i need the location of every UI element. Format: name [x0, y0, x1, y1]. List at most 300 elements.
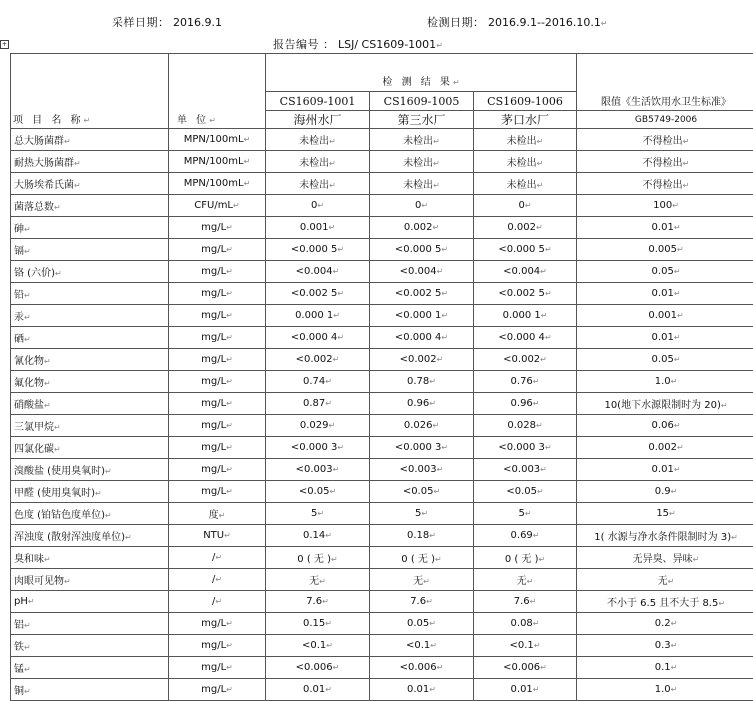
result-cell-2-text: <0.000 5: [395, 244, 442, 255]
item-name-cell-text: 氰化物: [14, 356, 44, 367]
item-name-cell: 溴酸盐 (使用臭氧时)↵: [11, 459, 169, 481]
report-number: 报告编号 ： LSJ/ CS1609-1001↵: [273, 36, 443, 52]
unit-cell: mg/L↵: [169, 305, 266, 327]
limit-cell: 无异臭、异味↵: [577, 547, 753, 569]
unit-cell: mg/L↵: [169, 371, 266, 393]
item-name-cell-text: pH: [14, 596, 28, 607]
result-cell-3: 0.002↵: [474, 217, 577, 239]
result-cell-3-text: 0: [518, 200, 524, 211]
limit-cell-text: 1.0: [655, 684, 671, 695]
item-name-cell-text: 铁: [14, 642, 24, 653]
result-cell-2-text: <0.000 1: [395, 310, 442, 321]
result-cell-1: <0.004↵: [266, 261, 370, 283]
item-name-cell-text: 锰: [14, 664, 24, 675]
result-cell-3: 0.08↵: [474, 613, 577, 635]
result-cell-3: <0.004↵: [474, 261, 577, 283]
table-row: [11, 129, 753, 151]
unit-cell-text: /: [212, 574, 215, 585]
result-cell-2: <0.006↵: [370, 657, 474, 679]
limit-cell: 10(地下水源限制时为 20)↵: [577, 393, 753, 415]
result-cell-3: 0↵: [474, 195, 577, 217]
unit-cell-text: CFU/mL: [194, 200, 233, 211]
item-name-cell: 镉↵: [11, 239, 169, 261]
item-name-cell-text: 浑浊度 (散射浑浊度单位): [14, 532, 125, 543]
result-cell-2-text: 0.01: [407, 684, 429, 695]
result-cell-3: <0.002↵: [474, 349, 577, 371]
item-name-cell: 菌落总数↵: [11, 195, 169, 217]
item-name-cell: 铁↵: [11, 635, 169, 657]
result-cell-1: 未检出↵: [266, 129, 370, 151]
item-name-cell: 色度 (铂钴色度单位)↵: [11, 503, 169, 525]
item-name-cell-text: 耐热大肠菌群: [14, 158, 74, 169]
result-cell-2-text: <0.006: [400, 662, 437, 673]
table-row: [11, 415, 753, 437]
results-header: 检 测 结 果↵: [266, 54, 577, 92]
unit-cell: mg/L↵: [169, 261, 266, 283]
limit-cell: 0.1↵: [577, 657, 753, 679]
item-name-cell-text: 铝: [14, 620, 24, 631]
limit-cell: 无↵: [577, 569, 753, 591]
result-cell-2-text: 未检出: [403, 158, 433, 169]
sampling-date-label: 采样日期：: [112, 16, 170, 29]
result-cell-1-text: 5: [311, 508, 317, 519]
result-cell-2: 未检出↵: [370, 151, 474, 173]
result-cell-3-text: <0.006: [503, 662, 540, 673]
unit-cell: mg/L↵: [169, 679, 266, 701]
unit-cell-text: mg/L: [201, 684, 226, 695]
table-row: [11, 657, 753, 679]
item-name-cell: 硝酸盐↵: [11, 393, 169, 415]
result-cell-1: 0.000 1↵: [266, 305, 370, 327]
item-name-cell: 锰↵: [11, 657, 169, 679]
unit-cell: mg/L↵: [169, 481, 266, 503]
result-cell-1-text: 0.01: [303, 684, 325, 695]
unit-cell-text: MPN/100mL: [184, 134, 244, 145]
result-cell-1: 未检出↵: [266, 173, 370, 195]
result-cell-2: 5↵: [370, 503, 474, 525]
result-cell-2: <0.05↵: [370, 481, 474, 503]
item-name-cell-text: 铬 (六价): [14, 268, 55, 279]
result-cell-1: <0.000 3↵: [266, 437, 370, 459]
limit-cell-text: 不得检出: [643, 180, 683, 191]
table-row: [11, 613, 753, 635]
limit-cell-text: 15: [656, 508, 669, 519]
result-cell-1-text: 0 ( 无 ): [297, 554, 331, 565]
result-cell-3-text: <0.05: [506, 486, 537, 497]
item-name-cell: 耐热大肠菌群↵: [11, 151, 169, 173]
result-cell-3-text: <0.000 5: [498, 244, 545, 255]
result-cell-3-text: 0.002: [507, 222, 536, 233]
limit-cell: 0.01↵: [577, 327, 753, 349]
result-cell-2-text: <0.002: [400, 354, 437, 365]
table-move-handle-icon[interactable]: +: [0, 40, 9, 49]
result-cell-2-text: 0.026: [404, 420, 433, 431]
unit-cell-text: NTU: [203, 530, 224, 541]
result-cell-3: 7.6↵: [474, 591, 577, 613]
table-row: [11, 305, 753, 327]
limit-cell: 0.01↵: [577, 459, 753, 481]
result-cell-3: 0.000 1↵: [474, 305, 577, 327]
table-row: [11, 327, 753, 349]
unit-cell-text: mg/L: [201, 288, 226, 299]
unit-cell: mg/L↵: [169, 239, 266, 261]
result-cell-3: 0.028↵: [474, 415, 577, 437]
result-cell-2-text: <0.05: [403, 486, 434, 497]
result-cell-1: <0.002↵: [266, 349, 370, 371]
result-cell-3-text: 未检出: [507, 158, 537, 169]
result-cell-2-text: 0: [415, 200, 421, 211]
result-cell-2-text: 未检出: [403, 180, 433, 191]
result-cell-3: 0.01↵: [474, 679, 577, 701]
result-cell-1-text: <0.003: [296, 464, 333, 475]
result-cell-3-text: 0.96: [511, 398, 533, 409]
table-row: [11, 569, 753, 591]
table-row: [11, 481, 753, 503]
item-name-cell-text: 镉: [14, 246, 24, 257]
unit-cell: mg/L↵: [169, 459, 266, 481]
result-cell-2-text: 0.96: [407, 398, 429, 409]
result-cell-2-text: <0.000 3: [395, 442, 442, 453]
unit-cell-text: /: [212, 596, 215, 607]
limit-cell-text: 不得检出: [643, 136, 683, 147]
result-cell-1-text: 7.6: [306, 596, 322, 607]
table-header-row: [11, 54, 753, 92]
report-number-label: 报告编号 ：: [273, 38, 335, 51]
table-row: [11, 525, 753, 547]
result-cell-2-text: <0.1: [406, 640, 430, 651]
table-row: [11, 173, 753, 195]
limit-cell: 0.01↵: [577, 283, 753, 305]
item-name-cell-text: 色度 (铂钴色度单位): [14, 510, 105, 521]
result-cell-3-text: 0.028: [507, 420, 536, 431]
limit-cell-text: 0.1: [655, 662, 671, 673]
unit-cell: mg/L↵: [169, 217, 266, 239]
unit-cell-text: mg/L: [201, 486, 226, 497]
unit-cell-text: mg/L: [201, 310, 226, 321]
result-cell-3: 未检出↵: [474, 151, 577, 173]
result-cell-1: 无↵: [266, 569, 370, 591]
result-cell-1-text: 未检出: [299, 158, 329, 169]
result-cell-3-text: <0.004: [503, 266, 540, 277]
sample-plant-1: 海州水厂: [266, 111, 370, 129]
result-cell-2: <0.003↵: [370, 459, 474, 481]
limit-cell: 不得检出↵: [577, 129, 753, 151]
sampling-date-value: 2016.9.1: [173, 16, 222, 29]
limit-cell: 0.05↵: [577, 261, 753, 283]
limit-cell: 1.0↵: [577, 679, 753, 701]
result-cell-1: 0 ( 无 )↵: [266, 547, 370, 569]
item-name-cell: 臭和味↵: [11, 547, 169, 569]
table-row: [11, 547, 753, 569]
result-cell-2: 0.18↵: [370, 525, 474, 547]
result-cell-2: <0.000 5↵: [370, 239, 474, 261]
result-cell-3-text: <0.002: [503, 354, 540, 365]
result-cell-3: <0.05↵: [474, 481, 577, 503]
water-quality-table: [10, 53, 753, 701]
unit-cell: MPN/100mL↵: [169, 151, 266, 173]
unit-cell-text: MPN/100mL: [184, 156, 244, 167]
result-cell-3-text: <0.003: [503, 464, 540, 475]
result-cell-1-text: 0: [311, 200, 317, 211]
unit-cell: mg/L↵: [169, 283, 266, 305]
sample-code-2: CS1609-1005: [370, 92, 474, 111]
limit-cell-text: 0.01: [652, 332, 674, 343]
unit-cell: mg/L↵: [169, 657, 266, 679]
unit-cell-text: mg/L: [201, 398, 226, 409]
table-row: [11, 393, 753, 415]
result-cell-2-text: <0.003: [400, 464, 437, 475]
result-cell-1: <0.000 5↵: [266, 239, 370, 261]
limit-header-text: 限值《生活饮用水卫生标准》: [601, 97, 731, 108]
unit-cell-text: mg/L: [201, 464, 226, 475]
result-cell-3-text: 未检出: [507, 180, 537, 191]
result-cell-3: <0.000 3↵: [474, 437, 577, 459]
result-cell-2-text: 0.78: [407, 376, 429, 387]
limit-cell-text: 0.3: [655, 640, 671, 651]
result-cell-2-text: 无: [413, 576, 423, 587]
result-cell-2: 未检出↵: [370, 173, 474, 195]
table-row: [11, 239, 753, 261]
unit-cell-text: mg/L: [201, 244, 226, 255]
unit-cell-text: mg/L: [201, 332, 226, 343]
result-cell-2: 未检出↵: [370, 129, 474, 151]
result-cell-3-text: 7.6: [514, 596, 530, 607]
limit-cell-text: 100: [653, 200, 672, 211]
result-cell-2-text: 未检出: [403, 136, 433, 147]
table-row: [11, 371, 753, 393]
item-name-cell: 氰化物↵: [11, 349, 169, 371]
limit-cell-text: 不得检出: [643, 158, 683, 169]
table-row: [11, 635, 753, 657]
result-cell-1-text: 未检出: [299, 136, 329, 147]
unit-cell: MPN/100mL↵: [169, 173, 266, 195]
table-row: [11, 349, 753, 371]
unit-cell: mg/L↵: [169, 437, 266, 459]
result-cell-1: 0.14↵: [266, 525, 370, 547]
item-name-cell: 大肠埃希氏菌↵: [11, 173, 169, 195]
result-cell-3: <0.000 5↵: [474, 239, 577, 261]
item-name-cell: 四氯化碳↵: [11, 437, 169, 459]
limit-cell-text: 10(地下水源限制时为 20): [604, 400, 720, 411]
result-cell-3-text: 0.08: [511, 618, 533, 629]
test-date-value: 2016.9.1--2016.10.1: [488, 16, 601, 29]
limit-standard: GB5749-2006: [577, 111, 753, 129]
limit-cell: 0.9↵: [577, 481, 753, 503]
item-name-cell-text: 氟化物: [14, 378, 44, 389]
unit-cell-text: mg/L: [201, 354, 226, 365]
result-cell-1: 0.87↵: [266, 393, 370, 415]
result-cell-3: 0 ( 无 )↵: [474, 547, 577, 569]
result-cell-3-text: <0.1: [510, 640, 534, 651]
result-cell-2-text: 0 ( 无 ): [401, 554, 435, 565]
item-name-cell-text: 硝酸盐: [14, 400, 44, 411]
result-cell-2: 0.96↵: [370, 393, 474, 415]
item-name-cell-text: 汞: [14, 312, 24, 323]
item-name-cell: 铜↵: [11, 679, 169, 701]
item-name-cell: 肉眼可见物↵: [11, 569, 169, 591]
result-cell-1-text: 0.14: [303, 530, 325, 541]
unit-cell-text: mg/L: [201, 222, 226, 233]
unit-cell-text: /: [212, 552, 215, 563]
result-cell-3-text: <0.000 3: [498, 442, 545, 453]
result-cell-2: 0.002↵: [370, 217, 474, 239]
result-cell-1-text: 0.001: [300, 222, 329, 233]
result-cell-3: <0.1↵: [474, 635, 577, 657]
result-cell-2-text: <0.004: [400, 266, 437, 277]
result-cell-2: 0.78↵: [370, 371, 474, 393]
result-cell-3: 0.96↵: [474, 393, 577, 415]
unit-cell: MPN/100mL↵: [169, 129, 266, 151]
result-cell-1: 0.001↵: [266, 217, 370, 239]
limit-cell-text: 0.01: [652, 222, 674, 233]
limit-cell-text: 1.0: [655, 376, 671, 387]
result-cell-1: 0.74↵: [266, 371, 370, 393]
result-cell-3-text: 0.01: [511, 684, 533, 695]
table-row: [11, 437, 753, 459]
sample-code-1: CS1609-1001: [266, 92, 370, 111]
limit-cell-text: 0.2: [655, 618, 671, 629]
sample-plant-2: 第三水厂: [370, 111, 474, 129]
item-name-cell-text: 菌落总数: [14, 202, 54, 213]
sample-code-3: CS1609-1006: [474, 92, 577, 111]
result-cell-3-text: 无: [517, 576, 527, 587]
item-name-cell: 砷↵: [11, 217, 169, 239]
limit-cell-text: 0.05: [652, 266, 674, 277]
item-name-header: 项 目 名 称↵: [11, 54, 169, 129]
result-cell-3-text: 0.000 1: [503, 310, 541, 321]
limit-cell: 100↵: [577, 195, 753, 217]
item-name-cell: 浑浊度 (散射浑浊度单位)↵: [11, 525, 169, 547]
item-name-cell-text: 溴酸盐 (使用臭氧时): [14, 466, 105, 477]
limit-cell-text: 无异臭、异味: [633, 554, 693, 565]
result-cell-1: 0.029↵: [266, 415, 370, 437]
unit-header: 单 位↵: [169, 54, 266, 129]
unit-cell-text: mg/L: [201, 442, 226, 453]
sample-plant-3: 茅口水厂: [474, 111, 577, 129]
unit-cell-text: mg/L: [201, 420, 226, 431]
result-cell-1-text: <0.000 3: [291, 442, 338, 453]
unit-cell: NTU↵: [169, 525, 266, 547]
limit-cell-text: 0.001: [648, 310, 677, 321]
result-cell-3: <0.002 5↵: [474, 283, 577, 305]
result-cell-3-text: 0.69: [511, 530, 533, 541]
limit-cell: 0.05↵: [577, 349, 753, 371]
unit-cell: CFU/mL↵: [169, 195, 266, 217]
limit-cell-text: 0.05: [652, 354, 674, 365]
result-cell-1: <0.003↵: [266, 459, 370, 481]
table-row: [11, 503, 753, 525]
unit-cell-text: 度: [209, 510, 219, 521]
result-cell-3: 5↵: [474, 503, 577, 525]
result-cell-2-text: 7.6: [410, 596, 426, 607]
result-cell-2-text: <0.000 4: [395, 332, 442, 343]
unit-cell: /↵: [169, 547, 266, 569]
result-cell-1-text: 无: [309, 576, 319, 587]
result-cell-2-text: 0.18: [407, 530, 429, 541]
result-cell-1: 未检出↵: [266, 151, 370, 173]
result-cell-1-text: 0.029: [300, 420, 329, 431]
result-cell-3-text: 5: [518, 508, 524, 519]
result-cell-1: <0.1↵: [266, 635, 370, 657]
item-name-cell-text: 砷: [14, 224, 24, 235]
result-cell-2: <0.000 3↵: [370, 437, 474, 459]
limit-cell: 不小于 6.5 且不大于 8.5↵: [577, 591, 753, 613]
result-cell-1: 5↵: [266, 503, 370, 525]
limit-cell-text: 不小于 6.5 且不大于 8.5: [607, 598, 718, 609]
item-name-cell: 铝↵: [11, 613, 169, 635]
item-name-cell: 总大肠菌群↵: [11, 129, 169, 151]
item-name-cell-text: 四氯化碳: [14, 444, 54, 455]
unit-cell-text: mg/L: [201, 662, 226, 673]
result-cell-2: <0.004↵: [370, 261, 474, 283]
limit-cell: 不得检出↵: [577, 173, 753, 195]
item-name-cell-text: 臭和味: [14, 554, 44, 565]
unit-cell: mg/L↵: [169, 349, 266, 371]
item-name-cell: 铬 (六价)↵: [11, 261, 169, 283]
item-name-header-text: 项 目 名 称: [13, 115, 84, 126]
result-cell-1-text: <0.000 5: [291, 244, 338, 255]
result-cell-3: <0.000 4↵: [474, 327, 577, 349]
unit-cell-text: mg/L: [201, 266, 226, 277]
result-cell-2: 0 ( 无 )↵: [370, 547, 474, 569]
result-cell-1-text: <0.004: [296, 266, 333, 277]
table-row: [11, 151, 753, 173]
result-cell-1-text: 0.87: [303, 398, 325, 409]
result-cell-2: 0.01↵: [370, 679, 474, 701]
result-cell-1: <0.006↵: [266, 657, 370, 679]
limit-cell-text: 0.06: [652, 420, 674, 431]
unit-cell-text: MPN/100mL: [184, 178, 244, 189]
result-cell-1-text: <0.006: [296, 662, 333, 673]
result-cell-3: <0.003↵: [474, 459, 577, 481]
result-cell-2-text: <0.002 5: [395, 288, 442, 299]
limit-cell: 不得检出↵: [577, 151, 753, 173]
limit-cell: 0.01↵: [577, 217, 753, 239]
unit-cell-text: mg/L: [201, 640, 226, 651]
table-row: [11, 261, 753, 283]
unit-cell: /↵: [169, 591, 266, 613]
result-cell-1: 0.01↵: [266, 679, 370, 701]
unit-cell-text: mg/L: [201, 376, 226, 387]
result-cell-2: 0.05↵: [370, 613, 474, 635]
item-name-cell-text: 铜: [14, 686, 24, 697]
unit-cell: mg/L↵: [169, 635, 266, 657]
result-cell-1-text: 0.74: [303, 376, 325, 387]
result-cell-1: <0.000 4↵: [266, 327, 370, 349]
result-cell-1-text: <0.000 4: [291, 332, 338, 343]
result-cell-1-text: <0.002: [296, 354, 333, 365]
table-row: [11, 195, 753, 217]
result-cell-3-text: 0.76: [511, 376, 533, 387]
limit-cell: 0.001↵: [577, 305, 753, 327]
test-date-label: 检测日期：: [427, 16, 485, 29]
unit-cell: mg/L↵: [169, 393, 266, 415]
item-name-cell-text: 三氯甲烷: [14, 422, 54, 433]
item-name-cell: pH↵: [11, 591, 169, 613]
result-cell-2: 0↵: [370, 195, 474, 217]
result-cell-1-text: 未检出: [299, 180, 329, 191]
unit-cell: 度↵: [169, 503, 266, 525]
unit-cell: mg/L↵: [169, 415, 266, 437]
result-cell-1: 0.15↵: [266, 613, 370, 635]
item-name-cell-text: 大肠埃希氏菌: [14, 180, 74, 191]
limit-cell-text: 0.9: [655, 486, 671, 497]
result-cell-2: <0.1↵: [370, 635, 474, 657]
unit-cell: mg/L↵: [169, 327, 266, 349]
result-cell-3-text: <0.002 5: [498, 288, 545, 299]
result-cell-2: <0.000 1↵: [370, 305, 474, 327]
result-cell-3: 无↵: [474, 569, 577, 591]
